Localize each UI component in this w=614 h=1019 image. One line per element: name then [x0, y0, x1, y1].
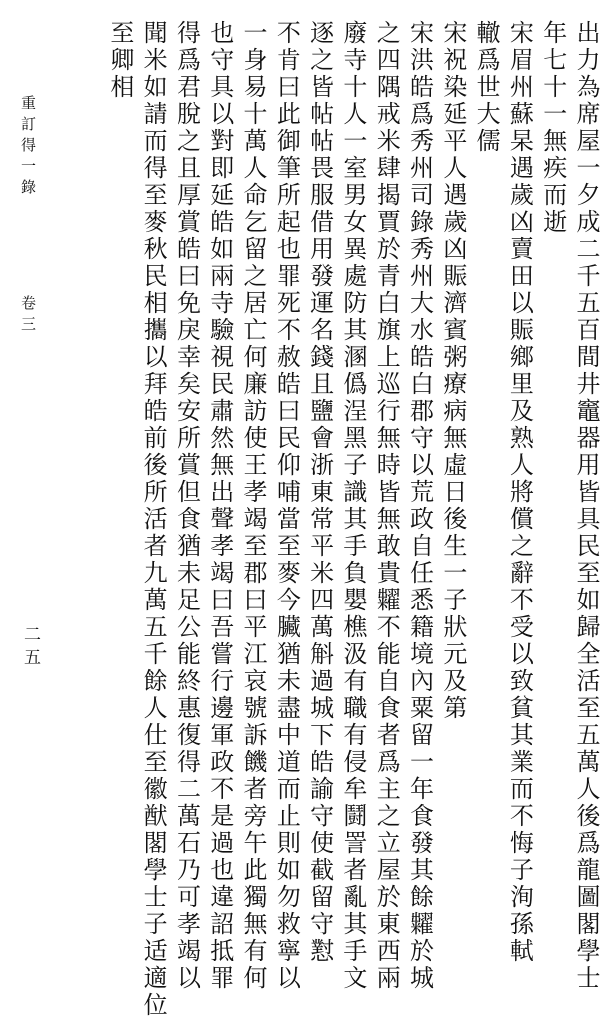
text-column: 逐之皆帖帖畏服借用發運名錢且鹽會浙東常平米四萬斛過城下皓諭守使截留守懟 [305, 20, 334, 965]
text-column: 不肯曰此御筆所起也罪死不赦皓曰民仰哺當至麥今臟猶未盡中道而止則如勿救寧以 [272, 20, 301, 992]
main-text-block [103, 20, 602, 1019]
text-column: 得爲君脫之且厚賞皓曰免戾幸矣安所賞但食猶未足公能終惠復得二萬石乃可孝竭以 [172, 20, 201, 992]
text-column: 宋洪皓爲秀州司錄秀州大水皓白郡守以荒政自任悉籍境內粟留一年食發其餘糶於城 [405, 20, 434, 992]
text-column: 廢寺十人一室男女異處防其溷僞浧黑子識其手負嬰樵汲有職有侵牟鬪詈者亂其手文 [338, 20, 367, 992]
text-column: 也守具以對即延皓如兩寺驗視民肅然無出聲孝竭曰吾嘗行邊軍政不是過也違詔抵罪 [205, 20, 234, 992]
text-column: 宋眉州蘇杲遇歲凶賣田以賑鄉里及熟人將償之辭不受以致貧其業而不悔子洵孫軾 [505, 20, 534, 965]
text-column: 至卿相 [105, 20, 134, 101]
volume-label: 卷三 [19, 295, 37, 337]
text-column: 一身易十萬人命乞留之居亡何廉訪使王孝竭至郡曰平江哀號訴饑者旁午此獨無有何 [239, 20, 268, 992]
text-column: 轍爲世大儒 [472, 20, 501, 155]
text-column: 宋祝染延平人遇歲凶賑濟賓粥療病無虛日後生一子狀元及第 [438, 20, 467, 722]
book-title: 重訂得一錄 [19, 95, 37, 200]
text-column: 出力為席屋一夕成二千五百間井竈器用皆具民至如歸全活至五萬人後爲龍圖閣學士 [572, 20, 600, 992]
text-column: 之四隅戒米肆揭賈於青白旗上巡行無時皆無敢貴糶不能自食者爲主之立屋於東西兩 [372, 20, 401, 992]
text-column: 聞米如請而得至麥秋民相攜以拜皓前後所活者九萬五千餘人仕至徽猷閣學士子适適位 [139, 20, 168, 1019]
text-column: 年七十一無疾而逝 [538, 20, 567, 236]
page-number: 二五 [20, 625, 40, 671]
page-footer [18, 95, 44, 865]
